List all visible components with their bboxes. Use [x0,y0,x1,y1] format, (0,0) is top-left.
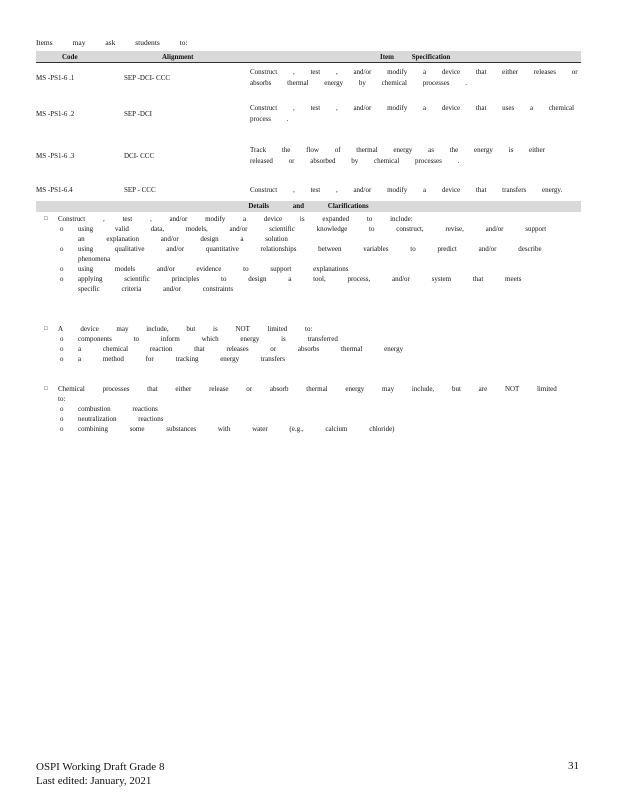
page-footer [36,760,164,788]
list-item: o a method for tracking energy transfers [60,355,285,363]
row-item: Track the flow of thermal energy as the energy is either released or absorbed by chemical processes . [250,146,545,165]
table-row [36,93,581,135]
table-row [36,135,581,177]
intro-text: Items may ask students to: [36,38,188,47]
circle-bullet-icon: o [60,415,64,423]
section-lead: Chemical processes that either release or absorb thermal energy may include, but are NOT limited to: [58,385,557,403]
section-bullet [44,324,564,334]
details-section [44,324,564,364]
list-item: o combustion reactions [60,405,158,413]
circle-bullet-icon: o [60,345,64,353]
row-item: Construct , test , and/or modify a device that either releases or absorbs thermal energy by chemical processes . [250,68,578,87]
row-alignment: SEP - CCC [124,177,250,204]
row-alignment: SEP -DCI- CCC [124,74,171,82]
details-section [44,384,564,434]
list-item: o using models and/or evidence to support explanations [60,265,349,273]
list-item: o applying scientific principles to design a tool, process, and/or system that meets specific criteria and/or constraints [60,275,522,293]
circle-bullet-icon: o [60,355,64,363]
list-item: o using valid data, models, and/or scientific knowledge to construct, revise, and/or support an explanation and/or design a solution [60,225,547,243]
list-item: o components to inform which energy is transferred [60,335,338,343]
header-code: Code [36,51,124,63]
page-number: 31 [568,760,579,772]
list-item: o neutralization reactions [60,415,164,423]
circle-bullet-icon: o [60,265,64,273]
row-alignment: DCI- CCC [124,152,155,160]
checkbox-bullet-icon: □ [44,326,48,332]
details-section [44,214,564,294]
item-specification-table [36,51,581,204]
header-alignment: Alignment [124,51,250,63]
section-lead: Construct , test , and/or modify a device is expanded to include: [58,215,413,223]
row-code: MS -PS1-6 .3 [36,152,75,160]
circle-bullet-icon: o [60,335,64,343]
list-item: o a chemical reaction that releases or absorbs thermal energy [60,345,404,353]
section-lead: A device may include, but is NOT limited to: [58,325,313,333]
checkbox-bullet-icon: □ [44,386,48,392]
row-item: Construct , test , and/or modify a device that transfers energy. [250,177,581,204]
circle-bullet-icon: o [60,275,64,283]
table-row [36,63,581,94]
row-code: MS -PS1-6.4 [36,177,124,204]
footer-edited-date: Last edited: January, 2021 [36,775,152,787]
footer-title: OSPI Working Draft Grade 8 [36,761,165,773]
row-code: MS -PS1-6 .1 [36,74,75,82]
header-item-specification: Item Specification [250,51,581,63]
list-item: o combining some substances with water (e.g., calcium chloride) [60,425,395,433]
circle-bullet-icon: o [60,405,64,413]
checkbox-bullet-icon: □ [44,216,48,222]
circle-bullet-icon: o [60,225,64,233]
row-alignment: SEP -DCI [124,110,152,118]
circle-bullet-icon: o [60,245,64,253]
table-header-row [36,51,581,63]
row-code: MS -PS1-6 .2 [36,110,75,118]
row-item: Construct , test , and/or modify a device that uses a chemical process . [250,104,575,123]
table-row [36,177,581,204]
list-item: o using qualitative and/or quantitative relationships between variables to predict and/or describe phenomena [60,245,542,263]
section-bullet [44,384,564,404]
circle-bullet-icon: o [60,425,64,433]
section-bullet [44,214,564,224]
details-header: Details and Clarifications [36,201,581,212]
